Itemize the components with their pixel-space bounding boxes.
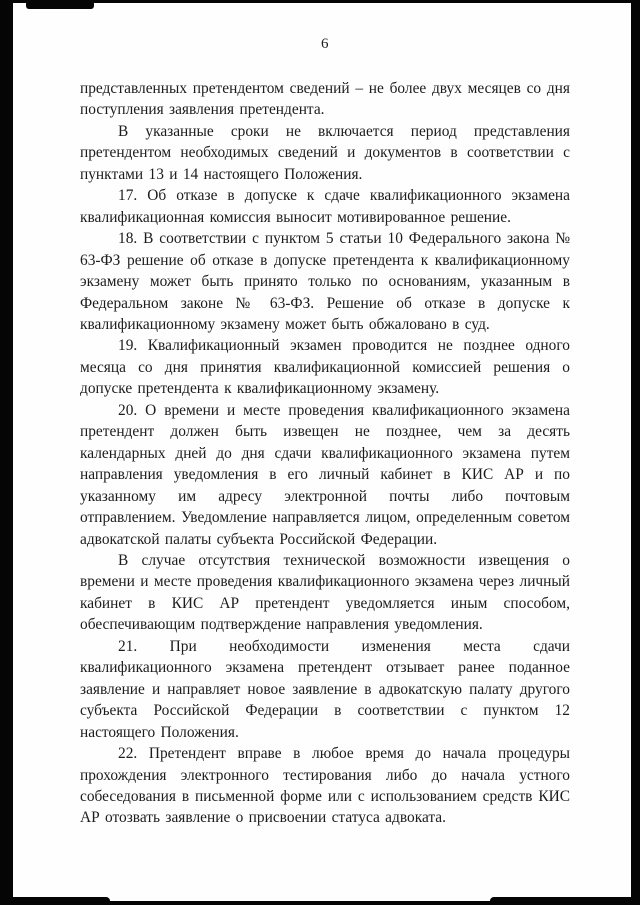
paragraph: 22. Претендент вправе в любое время до начала процедуры прохождения электронного тестирования либо до начала устного собеседования в письменной форме или с использованием средств КИС АР отозвать заявление о присвоении статуса адвоката. (80, 745, 570, 827)
scan-artifact-bottom-left (0, 897, 110, 905)
paragraph: представленных претендентом сведений – не более двух месяцев со дня поступления заявления претендента. (80, 80, 570, 119)
scan-artifact-top-left (26, 0, 94, 9)
document-body (80, 78, 570, 829)
paragraph: В случае отсутствия технической возможности извещения о времени и месте проведения квалификационного экзамена через личный кабинет в КИС АР претендент уведомляется иным способом, обеспечивающим подтверждение направления уведомления. (80, 551, 570, 634)
scan-artifact-bottom-right (490, 897, 640, 905)
scan-edge-right (631, 0, 640, 905)
page-number: 6 (321, 36, 329, 52)
paragraph: 19. Квалификационный экзамен проводится не позднее одного месяца со дня принятия квалификационной комиссией решения о допуске претендента к квалификационному экзамену. (80, 337, 570, 398)
paragraph: 20. О времени и месте проведения квалификационного экзамена претендент должен быть извещен не позднее, чем за десять календарных дней до дня сдачи квалификационного экзамена путем направления уведомления в его личный кабинет в КИС АР и по указанному им адресу электронной почты либо почтовым отправлением. Уведомление направляется лицом, определенным советом адвокатской палаты субъекта Российской Федерации. (80, 401, 570, 548)
paragraph: 17. Об отказе в допуске к сдаче квалификационного экзамена квалификационная комиссия выносит мотивированное решение. (80, 187, 570, 226)
scan-edge-top (0, 0, 640, 3)
paragraph: 21. При необходимости изменения места сдачи квалификационного экзамена претендент отзывает ранее поданное заявление и направляет новое заявление в адвокатскую палату другого субъекта Российской Федерации в соответствии с пунктом 12 настоящего Положения. (80, 637, 570, 741)
paragraph: 18. В соответствии с пунктом 5 статьи 10 Федерального закона № 63-ФЗ решение об отказе в допуске претендента к квалификационному экзамену может быть принято только по основаниям, указанным в Федеральном законе № 63-ФЗ. Решение об отказе в допуске к квалификационному экзамену может быть обжаловано в суд. (80, 230, 570, 333)
scan-edge-left (0, 0, 13, 905)
paragraph: В указанные сроки не включается период представления претендентом необходимых сведений и документов в соответствии с пунктами 13 и 14 настоящего Положения. (80, 122, 570, 183)
